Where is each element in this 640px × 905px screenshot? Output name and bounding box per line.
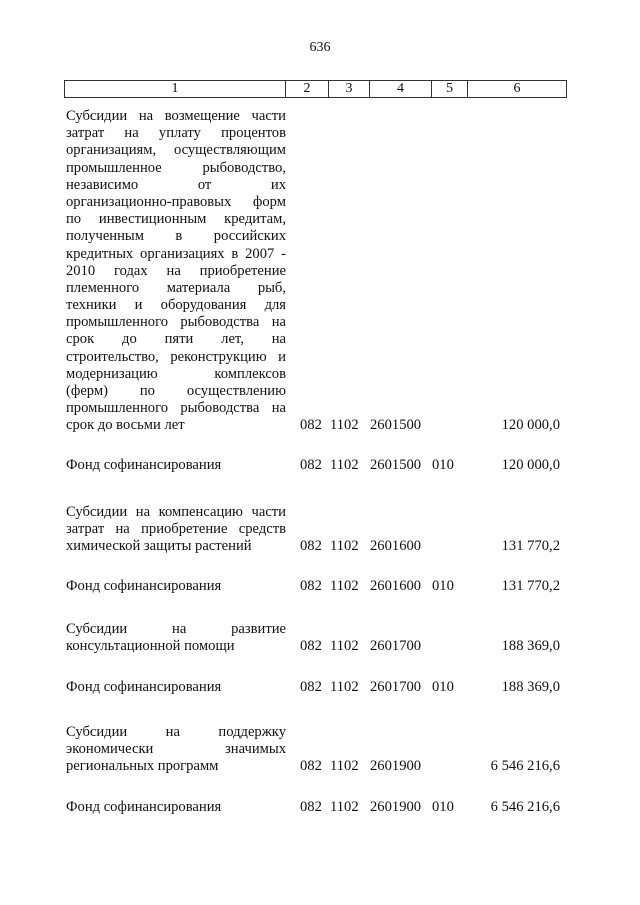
cell-c4: 2601600: [370, 538, 422, 555]
cell-c4: 2601700: [370, 679, 422, 695]
description-line: 2010 годах на приобретение: [66, 262, 286, 279]
cell-c2: 082: [300, 758, 322, 775]
cell-c5: 010: [432, 799, 454, 815]
cell-c6: 6 546 216,6: [490, 758, 560, 775]
table-header: [64, 80, 567, 98]
description-line: кредитных организациях в 2007 -: [66, 245, 286, 262]
cell-c3: 1102: [330, 578, 359, 594]
cell-c3: 1102: [330, 679, 359, 695]
description-line: полученным в российских: [66, 228, 286, 245]
description-line: организациям, осуществляющим: [66, 142, 286, 159]
cell-c2: 082: [300, 638, 322, 655]
cell-c6: 120 000,0: [501, 417, 560, 434]
description-line: независимо от их: [66, 176, 286, 193]
description-line: Фонд софинансирования: [66, 457, 222, 473]
cell-c6: 188 369,0: [501, 638, 560, 655]
description-line: срок до восьми лет: [66, 417, 185, 434]
cell-c4: 2601900: [370, 799, 422, 815]
description-line: Субсидии на возмещение части: [66, 108, 286, 124]
cell-c2: 082: [300, 679, 322, 695]
table-row: [66, 679, 640, 696]
description-line: затрат на приобретение средств: [66, 521, 286, 538]
description-line: промышленного рыбоводства на: [66, 314, 286, 331]
description-line: организационно-правовых форм: [66, 193, 286, 210]
description-line: срок до пяти лет, на: [66, 331, 286, 348]
cell-c5: 010: [432, 578, 454, 594]
header-col-6: 6: [467, 81, 566, 97]
description-line: Субсидии на компенсацию части: [66, 504, 286, 520]
description-line: техники и оборудования для: [66, 297, 286, 314]
cell-c3: 1102: [330, 538, 359, 555]
description-line: (ферм) по осуществлению: [66, 383, 286, 399]
description-line: экономически значимых: [66, 741, 286, 758]
description-line: затрат на уплату процентов: [66, 125, 286, 142]
cell-c2: 082: [300, 417, 322, 434]
header-col-3: 3: [328, 81, 369, 97]
description-line: строительство, реконструкцию и: [66, 348, 286, 365]
cell-c4: 2601700: [370, 638, 422, 655]
description-line: химической защиты растений: [66, 538, 252, 555]
table-row: [66, 621, 640, 655]
cell-c6: 131 770,2: [501, 538, 560, 555]
description-line: Субсидии на развитие: [66, 621, 286, 637]
cell-c2: 082: [300, 799, 322, 815]
cell-c3: 1102: [330, 799, 359, 815]
cell-c3: 1102: [330, 638, 359, 655]
page-number: 636: [309, 40, 331, 55]
description-line: консультационной помощи: [66, 638, 235, 655]
row-description: [66, 108, 286, 435]
description-line: модернизацию комплексов: [66, 365, 286, 382]
cell-c3: 1102: [330, 457, 359, 473]
description-line: региональных программ: [66, 758, 219, 775]
table-row: [66, 457, 640, 474]
description-line: Фонд софинансирования: [66, 679, 222, 695]
table-row: [66, 799, 640, 816]
cell-c2: 082: [300, 578, 322, 594]
cell-c4: 2601900: [370, 758, 422, 775]
cell-c4: 2601600: [370, 578, 422, 594]
description-line: Фонд софинансирования: [66, 578, 222, 594]
cell-c2: 082: [300, 457, 322, 473]
header-col-2: 2: [285, 81, 328, 97]
cell-c6: 131 770,2: [501, 578, 560, 594]
cell-c5: 010: [432, 457, 454, 473]
cell-c3: 1102: [330, 758, 359, 775]
table-row: [66, 504, 640, 556]
description-line: племенного материала рыб,: [66, 279, 286, 296]
cell-c3: 1102: [330, 417, 359, 434]
cell-c6: 6 546 216,6: [490, 799, 560, 815]
header-col-1: 1: [171, 81, 179, 96]
description-line: Субсидии на поддержку: [66, 724, 286, 740]
cell-c2: 082: [300, 538, 322, 555]
table-row: [66, 108, 640, 435]
header-col-4: 4: [369, 81, 431, 97]
cell-c4: 2601500: [370, 457, 422, 473]
cell-c6: 120 000,0: [501, 457, 560, 473]
description-line: по инвестиционным кредитам,: [66, 211, 286, 228]
description-line: Фонд софинансирования: [66, 799, 222, 815]
cell-c4: 2601500: [370, 417, 422, 434]
cell-c5: 010: [432, 679, 454, 695]
description-line: промышленное рыбоводство,: [66, 159, 286, 176]
table-row: [66, 578, 640, 595]
cell-c6: 188 369,0: [501, 679, 560, 695]
description-line: промышленного рыбоводства на: [66, 400, 286, 417]
header-col-5: 5: [431, 81, 467, 97]
table-row: [66, 724, 640, 776]
